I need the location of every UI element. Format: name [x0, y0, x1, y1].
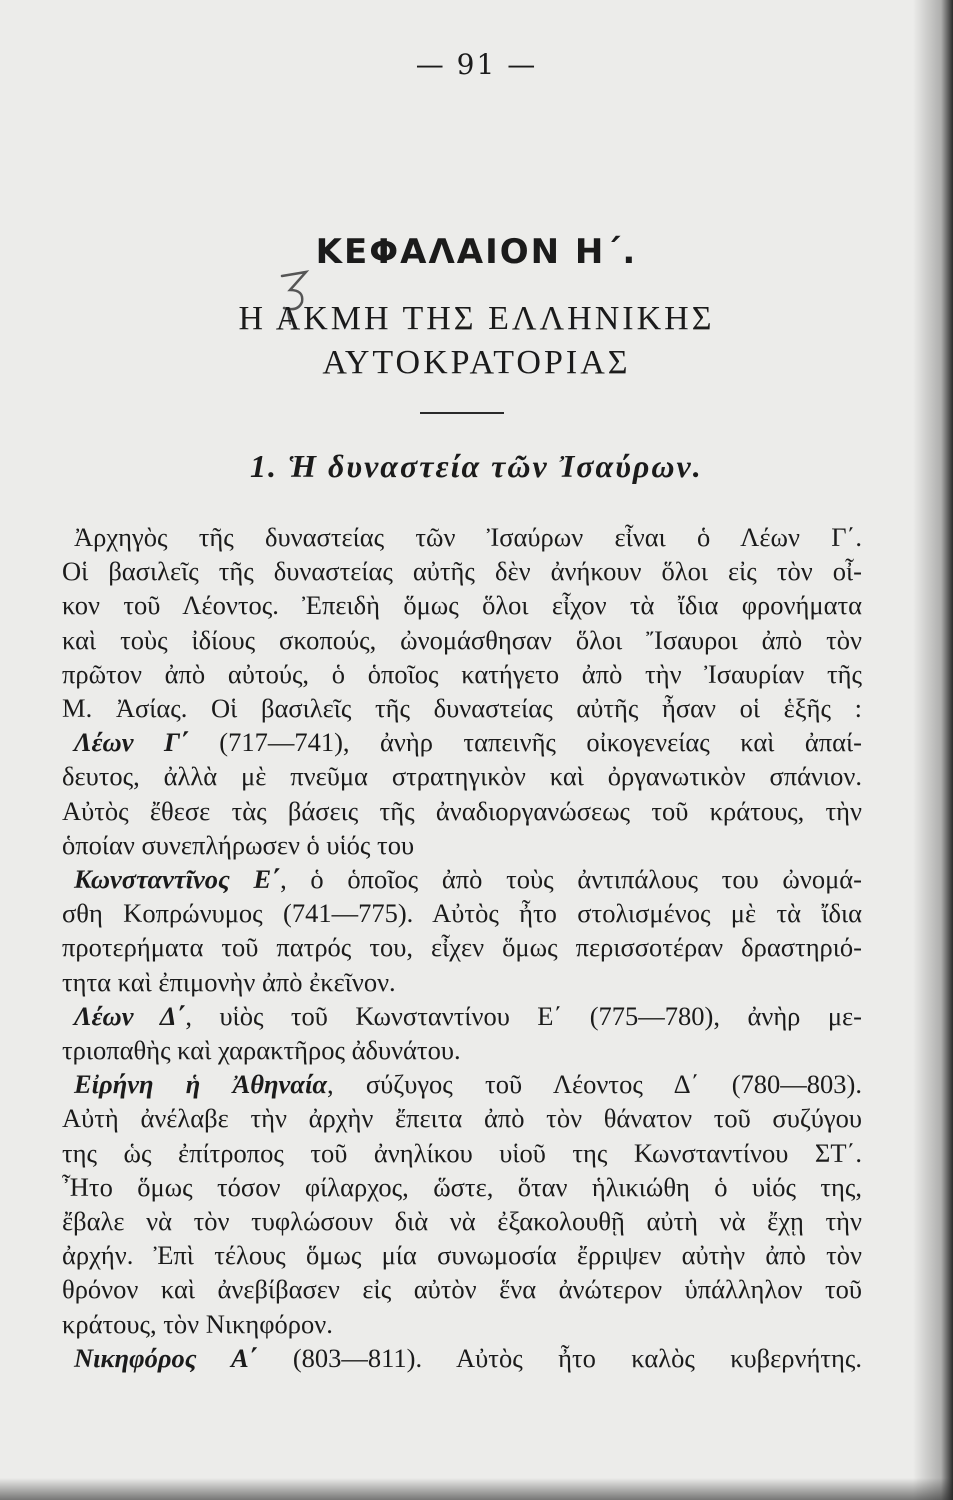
text-line: ἀρχήν. Ἐπὶ τέλους ὅμως μία συνωμοσία ἔρριψεν αὐτὴν ἀπὸ τὸν — [62, 1240, 862, 1271]
text-line: δευτος, ἀλλὰ μὲ πνεῦμα στρατηγικὸν καὶ ὀργανωτικὸν σπάνιον. — [62, 761, 862, 792]
text-line-content: Ἀρχηγὸς τῆς δυναστείας τῶν Ἰσαύρων εἶναι ὁ Λέων Γ΄. — [74, 522, 862, 552]
text-line — [62, 862, 862, 896]
text-line: Οἱ βασιλεῖς τῆς δυναστείας αὐτῆς δὲν ἀνήκουν ὅλοι εἰς τὸν οἶ- — [62, 556, 862, 587]
text-line: Αὐτὴ ἀνέλαβε τὴν ἀρχὴν ἔπειτα ἀπὸ τὸν θάνατον τοῦ συζύγου — [62, 1103, 862, 1134]
text-line: ἔβαλε νὰ τὸν τυφλώσουν διὰ νὰ ἐξακολουθῇ αὐτὴ νὰ ἔχῃ τὴν — [62, 1206, 862, 1237]
text-line: Ἦτο ὅμως τόσον φίλαρχος, ὥστε, ὅταν ἡλικιώθη ὁ υἱός της, — [62, 1171, 862, 1202]
text-line: της ὡς ἐπίτροπος τοῦ ἀνηλίκου υἱοῦ της Κωνσταντίνου ΣΤ΄. — [62, 1137, 862, 1168]
body-text — [62, 520, 862, 1375]
ruler-name: Κωνσταντῖνος Ε΄ — [74, 864, 281, 895]
text-line: καὶ τοὺς ἰδίους σκοπούς, ὠνομάσθησαν ὅλοι Ἴσαυροι ἀπὸ τὸν — [62, 624, 862, 655]
text-line-content: , ὁ ὁποῖος ἀπὸ τοὺς ἀντιπάλους του ὠνομά- — [280, 864, 862, 895]
title-line-1: Η ΑΚΜΗ ΤΗΣ ΕΛΛΗΝΙΚΗΣ — [238, 300, 715, 337]
chapter-heading: ΚΕΦΑΛΑΙΟΝ Η΄. — [315, 232, 638, 272]
page-edge-shadow-right — [913, 0, 953, 1500]
text-line-content: (717—741), ἀνὴρ ταπεινῆς οἰκογενείας καὶ ἀπαί- — [188, 727, 862, 758]
ruler-name: Εἰρήνη ἡ Ἀθηναία — [74, 1069, 327, 1100]
section-heading: 1. Ἡ δυναστεία τῶν Ἰσαύρων. — [250, 448, 703, 484]
text-line: πρῶτον ἀπὸ αὐτούς, ὁ ὁποῖος κατήγετο ἀπὸ τὴν Ἰσαυρίαν τῆς — [62, 658, 862, 689]
text-line: σθη Κοπρώνυμος (741—775). Αὐτὸς ἦτο στολισμένος μὲ τὰ ἴδια — [62, 898, 862, 929]
text-line: προτερήματα τοῦ πατρός του, εἶχεν ὅμως περισσοτέραν δραστηριό- — [62, 932, 862, 963]
text-line — [62, 725, 862, 759]
text-line: θρόνον καὶ ἀνεβίβασεν εἰς αὐτὸν ἕνα ἀνώτερον ὑπάλληλον τοῦ — [62, 1274, 862, 1305]
text-line: τριοπαθὴς καὶ χαρακτῆρος ἀδυνάτου. — [62, 1035, 461, 1066]
ruler-name: Λέων Δ΄ — [74, 1000, 186, 1031]
text-line — [62, 999, 862, 1033]
title-line-2: ΑΥΤΟΚΡΑΤΟΡΙΑΣ — [322, 344, 631, 381]
text-line — [62, 520, 862, 554]
text-line: ὁποίαν συνεπλήρωσεν ὁ υἱός του — [62, 829, 415, 860]
ruler-name: Λέων Γ΄ — [74, 727, 189, 758]
text-line: Μ. Ἀσίας. Οἱ βασιλεῖς τῆς δυναστείας αὐτῆς ἦσαν οἱ ἑξῆς : — [62, 693, 862, 724]
ruler-name: Νικηφόρος Α΄ — [74, 1342, 258, 1373]
text-line: κον τοῦ Λέοντος. Ἐπειδὴ ὅμως ὅλοι εἶχον τὰ ἴδια φρονήματα — [62, 590, 862, 621]
title-divider — [420, 412, 504, 414]
page-edge-shadow-bottom — [0, 1478, 953, 1500]
text-line: κράτους, τὸν Νικηφόρον. — [62, 1308, 333, 1339]
text-line: Αὐτὸς ἔθεσε τὰς βάσεις τῆς ἀναδιοργανώσεως τοῦ κράτους, τὴν — [62, 795, 862, 826]
text-line — [62, 1067, 862, 1101]
text-line: τητα καὶ ἐπιμονὴν ἀπὸ ἐκεῖνον. — [62, 966, 396, 997]
text-line-content: , σύζυγος τοῦ Λέοντος Δ΄ (780—803). — [326, 1069, 862, 1100]
text-line — [62, 1341, 862, 1375]
text-line-content: , υἱὸς τοῦ Κωνσταντίνου Ε΄ (775—780), ἀνὴρ με- — [185, 1000, 862, 1031]
text-line-content: (803—811). Αὐτὸς ἦτο καλὸς κυβερνήτης. — [257, 1342, 862, 1373]
page-number: — 91 — — [415, 48, 538, 81]
